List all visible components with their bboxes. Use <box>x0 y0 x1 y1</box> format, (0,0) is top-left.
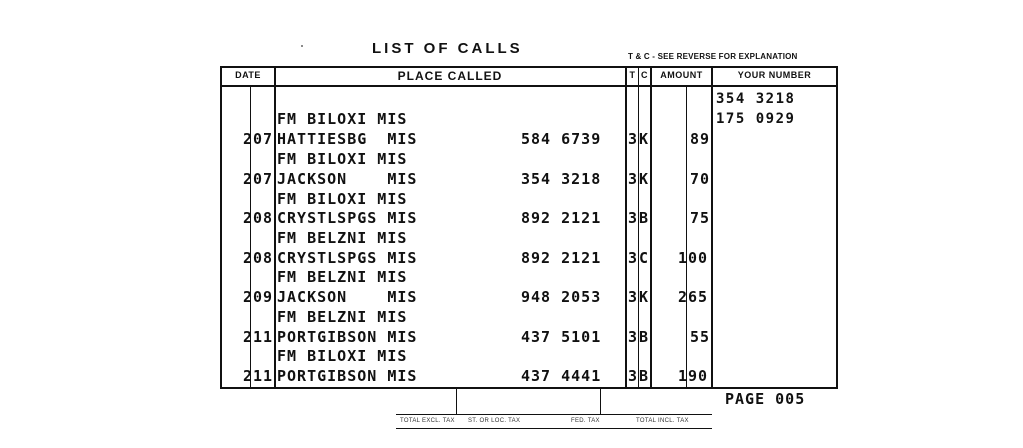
call-place: HATTIESBG MIS <box>277 130 418 148</box>
call-amount: 265 <box>678 288 709 306</box>
call-c-code: B <box>639 209 650 227</box>
call-date: 208 <box>243 209 274 227</box>
call-t-code: 3 <box>628 249 639 267</box>
call-origin: FM BILOXI MIS <box>277 190 408 208</box>
header-bottom-border <box>220 85 838 87</box>
c-header: C <box>641 70 648 80</box>
call-date: 207 <box>243 170 274 188</box>
call-origin: FM BELZNI MIS <box>277 229 408 247</box>
federal-tax-label: FED. TAX <box>571 418 600 424</box>
total-incl-tax-label: TOTAL INCL. TAX <box>636 418 689 424</box>
t-header: T <box>629 70 636 80</box>
totals-bottom-rule <box>396 428 712 429</box>
call-amount: 55 <box>690 328 711 346</box>
amount-inner-divider <box>686 86 687 388</box>
call-origin: FM BELZNI MIS <box>277 308 408 326</box>
your-number-2: 175 0929 <box>716 111 796 127</box>
table-left-border <box>220 66 222 389</box>
total-excl-tax-label: TOTAL EXCL. TAX <box>400 418 455 424</box>
call-place: CRYSTLSPGS MIS <box>277 209 418 227</box>
call-date: 211 <box>243 328 274 346</box>
call-date: 208 <box>243 249 274 267</box>
totals-divider-2 <box>600 388 601 414</box>
call-t-code: 3 <box>628 288 639 306</box>
call-number: 892 2121 <box>521 209 602 227</box>
call-number: 354 3218 <box>521 170 602 188</box>
date-header: DATE <box>235 70 261 80</box>
call-date: 207 <box>243 130 274 148</box>
call-c-code: K <box>639 288 650 306</box>
state-local-tax-label: ST. OR LOC. TAX <box>468 418 521 424</box>
call-t-code: 3 <box>628 130 639 148</box>
call-t-code: 3 <box>628 170 639 188</box>
call-t-code: 3 <box>628 328 639 346</box>
place-called-header: PLACE CALLED <box>397 69 503 83</box>
call-c-code: B <box>639 328 650 346</box>
call-t-code: 3 <box>628 367 639 385</box>
table-right-border <box>836 66 838 389</box>
call-number: 892 2121 <box>521 249 602 267</box>
call-amount: 100 <box>678 249 709 267</box>
call-place: PORTGIBSON MIS <box>277 328 418 346</box>
totals-divider-1 <box>456 388 457 414</box>
call-c-code: B <box>639 367 650 385</box>
call-c-code: C <box>639 249 650 267</box>
t-column-divider <box>625 66 627 389</box>
scan-speck <box>301 45 303 47</box>
call-place: JACKSON MIS <box>277 288 418 306</box>
your-number-column-divider <box>711 66 713 389</box>
call-amount: 70 <box>690 170 711 188</box>
table-bottom-border <box>220 387 838 389</box>
call-c-code: K <box>639 170 650 188</box>
call-c-code: K <box>639 130 650 148</box>
your-number-header: YOUR NUMBER <box>737 70 812 80</box>
call-number: 437 4441 <box>521 367 602 385</box>
call-amount: 75 <box>690 209 711 227</box>
call-amount: 190 <box>678 367 709 385</box>
totals-underline <box>396 414 712 415</box>
call-t-code: 3 <box>628 209 639 227</box>
explanation-note: T & C - SEE REVERSE FOR EXPLANATION <box>628 52 798 61</box>
call-place: JACKSON MIS <box>277 170 418 188</box>
call-origin: FM BELZNI MIS <box>277 268 408 286</box>
call-amount: 89 <box>690 130 711 148</box>
call-number: 437 5101 <box>521 328 602 346</box>
page-title: LIST OF CALLS <box>372 40 523 57</box>
table-top-border <box>220 66 838 68</box>
call-number: 584 6739 <box>521 130 602 148</box>
amount-column-divider <box>650 66 652 389</box>
page-number: PAGE 005 <box>725 390 806 408</box>
call-date: 209 <box>243 288 274 306</box>
call-date: 211 <box>243 367 274 385</box>
call-place: PORTGIBSON MIS <box>277 367 418 385</box>
date-column-divider <box>274 66 276 389</box>
amount-header: AMOUNT <box>660 70 703 80</box>
call-origin: FM BILOXI MIS <box>277 110 408 128</box>
call-number: 948 2053 <box>521 288 602 306</box>
call-origin: FM BILOXI MIS <box>277 347 408 365</box>
your-number-1: 354 3218 <box>716 91 796 107</box>
call-origin: FM BILOXI MIS <box>277 150 408 168</box>
call-place: CRYSTLSPGS MIS <box>277 249 418 267</box>
